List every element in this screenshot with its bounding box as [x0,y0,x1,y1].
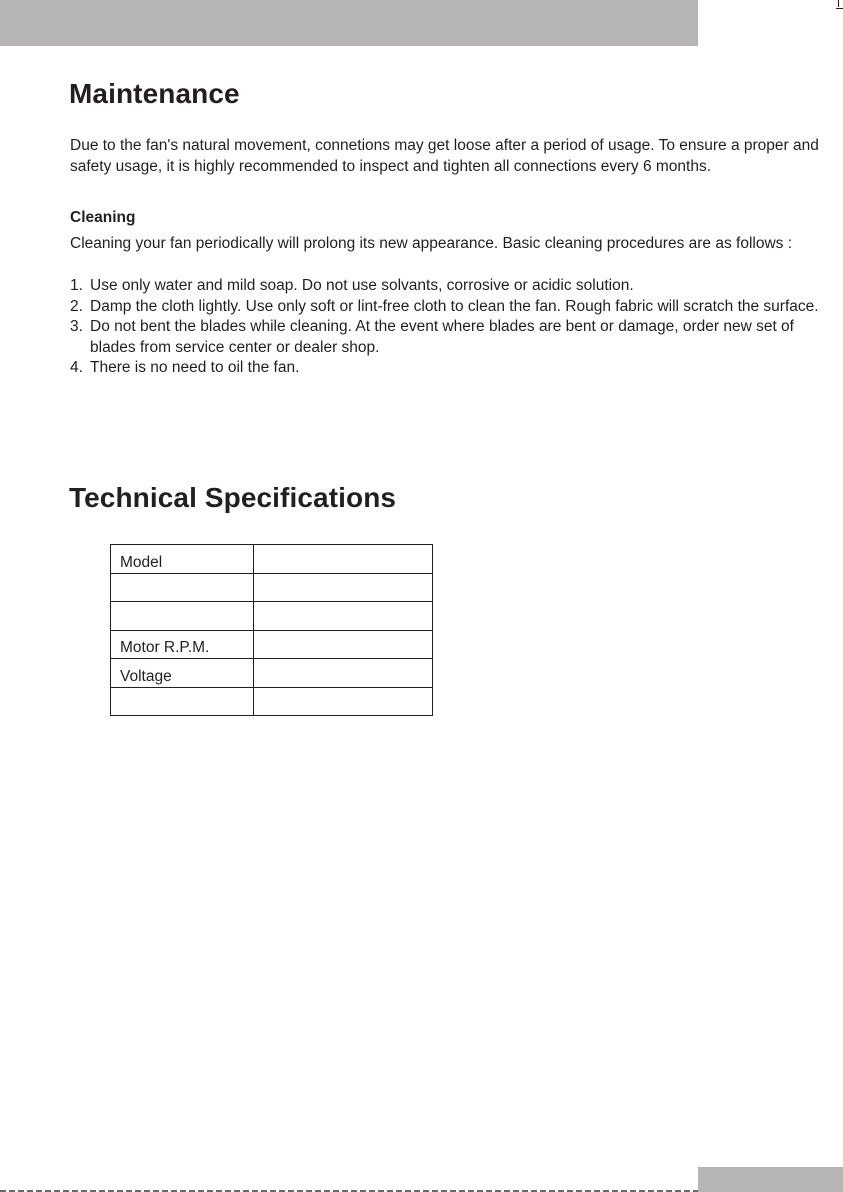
step-text: Use only water and mild soap. Do not use solvants, corrosive or acidic solution. [90,277,634,294]
specs-table [110,544,433,716]
step-number: 1. [70,277,83,294]
step-number: 3. [70,318,83,335]
spec-label [111,687,254,716]
maintenance-intro: Due to the fan's natural movement, connetions may get loose after a period of usage. To ensure a proper and safety usage, it is highly recommended to inspect and tighten all connections every 6 months. [70,137,819,175]
cleaning-steps [70,276,830,379]
table-row [111,630,433,659]
cleaning-step [70,358,830,379]
spec-value [254,545,433,574]
cleaning-heading: Cleaning [70,209,136,226]
maintenance-title: Maintenance [69,78,240,109]
spec-value [254,687,433,716]
spec-label: Model [111,545,254,574]
footer-bar [698,1167,843,1192]
step-text: Do not bent the blades while cleaning. At the event where blades are bent or damage, order new set of blades from service center or dealer shop. [90,318,794,356]
table-row [111,573,433,602]
table-row [111,545,433,574]
crop-mark [838,0,839,7]
step-text: There is no need to oil the fan. [90,359,300,376]
specs-title: Technical Specifications [69,482,397,513]
spec-label [111,602,254,631]
crop-mark [836,8,843,9]
step-number: 4. [70,359,83,376]
spec-label: Voltage [111,659,254,688]
cleaning-step [70,297,830,318]
step-number: 2. [70,297,83,315]
cleaning-intro: Cleaning your fan periodically will prolong its new appearance. Basic cleaning procedures are as follows : [70,235,793,252]
spec-label [111,573,254,602]
step-text: Damp the cloth lightly. Use only soft or lint-free cloth to clean the fan. Rough fabric will scratch the surface. [90,297,819,315]
table-row [111,687,433,716]
spec-value [254,573,433,602]
table-row [111,659,433,688]
table-row [111,602,433,631]
cleaning-step [70,317,830,358]
spec-label: Motor R.P.M. [111,630,254,659]
spec-value [254,602,433,631]
header-bar [0,0,698,46]
spec-value [254,659,433,688]
spec-value [254,630,433,659]
cleaning-step [70,276,830,297]
